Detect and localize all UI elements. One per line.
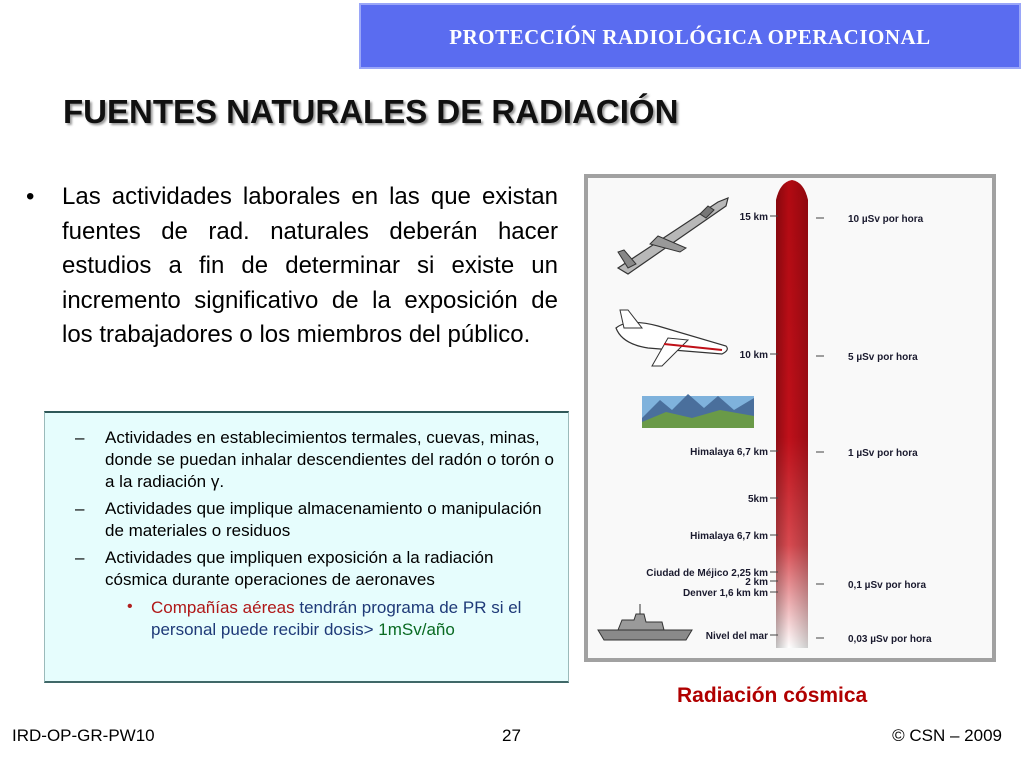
dose-label: 0,03 µSv por hora [848,634,932,645]
altitude-label: 2 km [745,577,768,588]
cosmic-radiation-diagram [588,178,992,658]
bullet-mark: • [26,183,35,210]
airline-note-text: tendrán programa de PR si el personal puede recibir dosis> [151,598,522,639]
main-bullet [26,180,558,353]
altitude-label: Nivel del mar [705,631,768,642]
altitude-label: Ciudad de Méjico 2,25 km [646,568,768,579]
altitude-label: 5km [747,494,768,505]
dose-label: 1 µSv por hora [848,448,918,459]
altitude-label: Denver 1,6 km km [682,588,768,599]
sub-point [75,498,560,542]
page-number: 27 [502,726,521,745]
footer-copyright: © CSN – 2009 [892,726,1002,745]
sub-point-text: Actividades en establecimientos termales, cuevas, minas, donde se puedan inhalar descendientes del radón o torón o a la radiación γ. [105,428,554,491]
footer-code: IRD-OP-GR-PW10 [12,726,155,745]
main-bullet-text: Las actividades laborales en las que existan fuentes de rad. naturales deberán hacer estudios a fin de determinar si existe un incremento significativo de la exposición de los trabajadores o los miembros del público. [62,183,558,348]
airline-companies: Compañías aéreas [151,598,295,617]
dose-label: 10 µSv por hora [848,214,924,225]
airline-note [75,597,560,641]
header-title: PROTECCIÓN RADIOLÓGICA OPERACIONAL [449,24,931,49]
altitude-label: Himalaya 6,7 km [690,531,768,542]
dash-mark: – [75,548,85,567]
slide-title: FUENTES NATURALES DE RADIACIÓN [63,93,679,130]
sub-points-box [44,411,569,683]
dose-label: 0,1 µSv por hora [848,580,927,591]
figure-caption: Radiación cósmica [677,684,868,707]
cosmic-radiation-figure [584,174,996,662]
dash-mark: – [75,428,85,447]
sub-point-text: Actividades que implique almacenamiento o manipulación de materiales o residuos [105,499,542,540]
altitude-label: Himalaya 6,7 km [690,447,768,458]
altitude-label: 15 km [739,212,768,223]
mountain-icon [642,394,754,428]
altitude-label: 10 km [739,350,768,361]
radiation-bar-shade [776,180,808,648]
sub-point [75,547,560,591]
dose-limit: 1mSv/año [378,620,455,639]
sub-point [75,427,560,493]
dose-label: 5 µSv por hora [848,352,918,363]
header-banner [359,3,1021,69]
sub-point-text: Actividades que impliquen exposición a la radiación cósmica durante operaciones de aeronaves [105,548,494,589]
bullet-dot: • [127,598,133,615]
dash-mark: – [75,499,85,518]
